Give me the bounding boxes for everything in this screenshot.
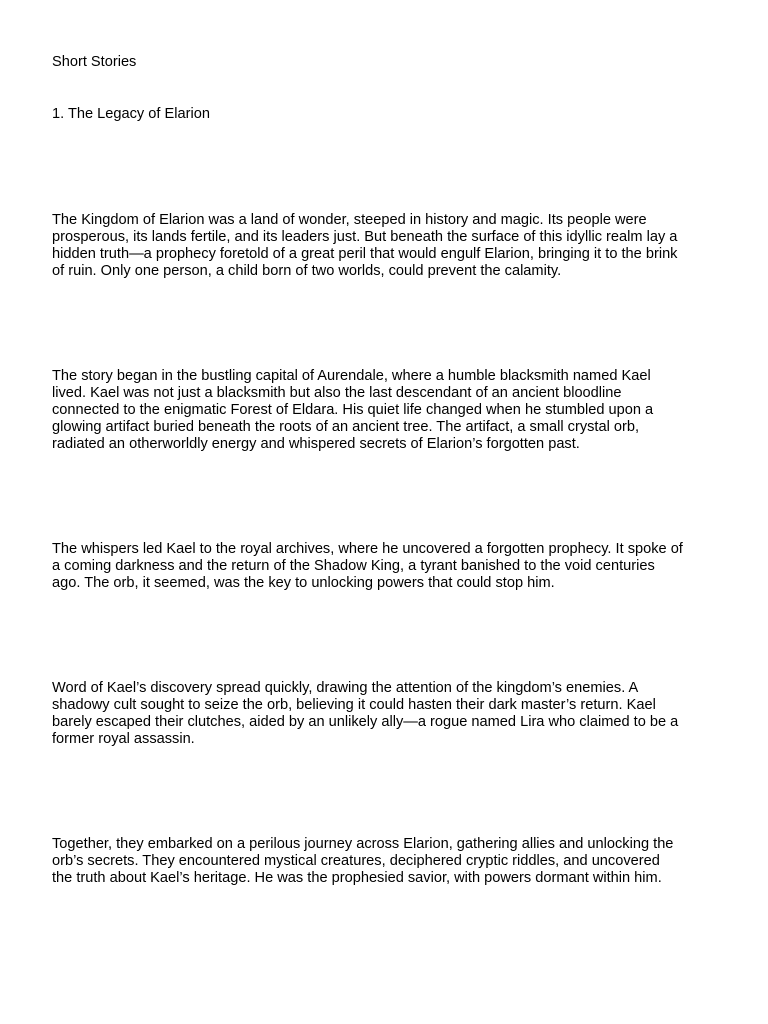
paragraph-line: lived. Kael was not just a blacksmith but also the last descendant of an ancient bloodline: [52, 385, 622, 401]
paragraph-line: radiated an otherworldly energy and whispered secrets of Elarion’s forgotten past.: [52, 436, 580, 452]
paragraph-line: Word of Kael’s discovery spread quickly, drawing the attention of the kingdom’s enemies. A: [52, 680, 639, 696]
paragraph-line: hidden truth—a prophecy foretold of a great peril that would engulf Elarion, bringing it to the brink: [52, 246, 678, 262]
paragraph-line: shadowy cult sought to seize the orb, believing it could hasten their dark master’s return. Kael: [52, 697, 656, 713]
paragraph-1: [52, 212, 720, 280]
paragraph-line: ago. The orb, it seemed, was the key to unlocking powers that could stop him.: [52, 575, 555, 591]
paragraph-line: The story began in the bustling capital of Aurendale, where a humble blacksmith named Kael: [52, 368, 651, 384]
document-heading: Short Stories: [52, 54, 137, 70]
paragraph-line: the truth about Kael’s heritage. He was the prophesied savior, with powers dormant within him.: [52, 870, 662, 886]
paragraph-4: [52, 680, 720, 748]
paragraph-line: barely escaped their clutches, aided by an unlikely ally—a rogue named Lira who claimed to be a: [52, 714, 679, 730]
story-title: 1. The Legacy of Elarion: [52, 106, 210, 122]
paragraph-line: glowing artifact buried beneath the roots of an ancient tree. The artifact, a small crystal orb,: [52, 419, 640, 435]
paragraph-line: The whispers led Kael to the royal archives, where he uncovered a forgotten prophecy. It spoke of: [52, 541, 683, 557]
paragraph-5: [52, 836, 720, 887]
paragraph-line: Together, they embarked on a perilous journey across Elarion, gathering allies and unlocking the: [52, 836, 674, 852]
paragraph-line: prosperous, its lands fertile, and its leaders just. But beneath the surface of this idyllic realm lay a: [52, 229, 678, 245]
paragraph-line: orb’s secrets. They encountered mystical creatures, deciphered cryptic riddles, and uncovered: [52, 853, 660, 869]
paragraph-line: The Kingdom of Elarion was a land of wonder, steeped in history and magic. Its people were: [52, 212, 647, 228]
paragraph-line: former royal assassin.: [52, 731, 195, 747]
paragraph-line: connected to the enigmatic Forest of Eldara. His quiet life changed when he stumbled upon a: [52, 402, 654, 418]
paragraph-3: [52, 541, 720, 592]
paragraph-2: [52, 368, 720, 453]
paragraph-line: of ruin. Only one person, a child born of two worlds, could prevent the calamity.: [52, 263, 562, 279]
paragraph-line: a coming darkness and the return of the Shadow King, a tyrant banished to the void centuries: [52, 558, 655, 574]
